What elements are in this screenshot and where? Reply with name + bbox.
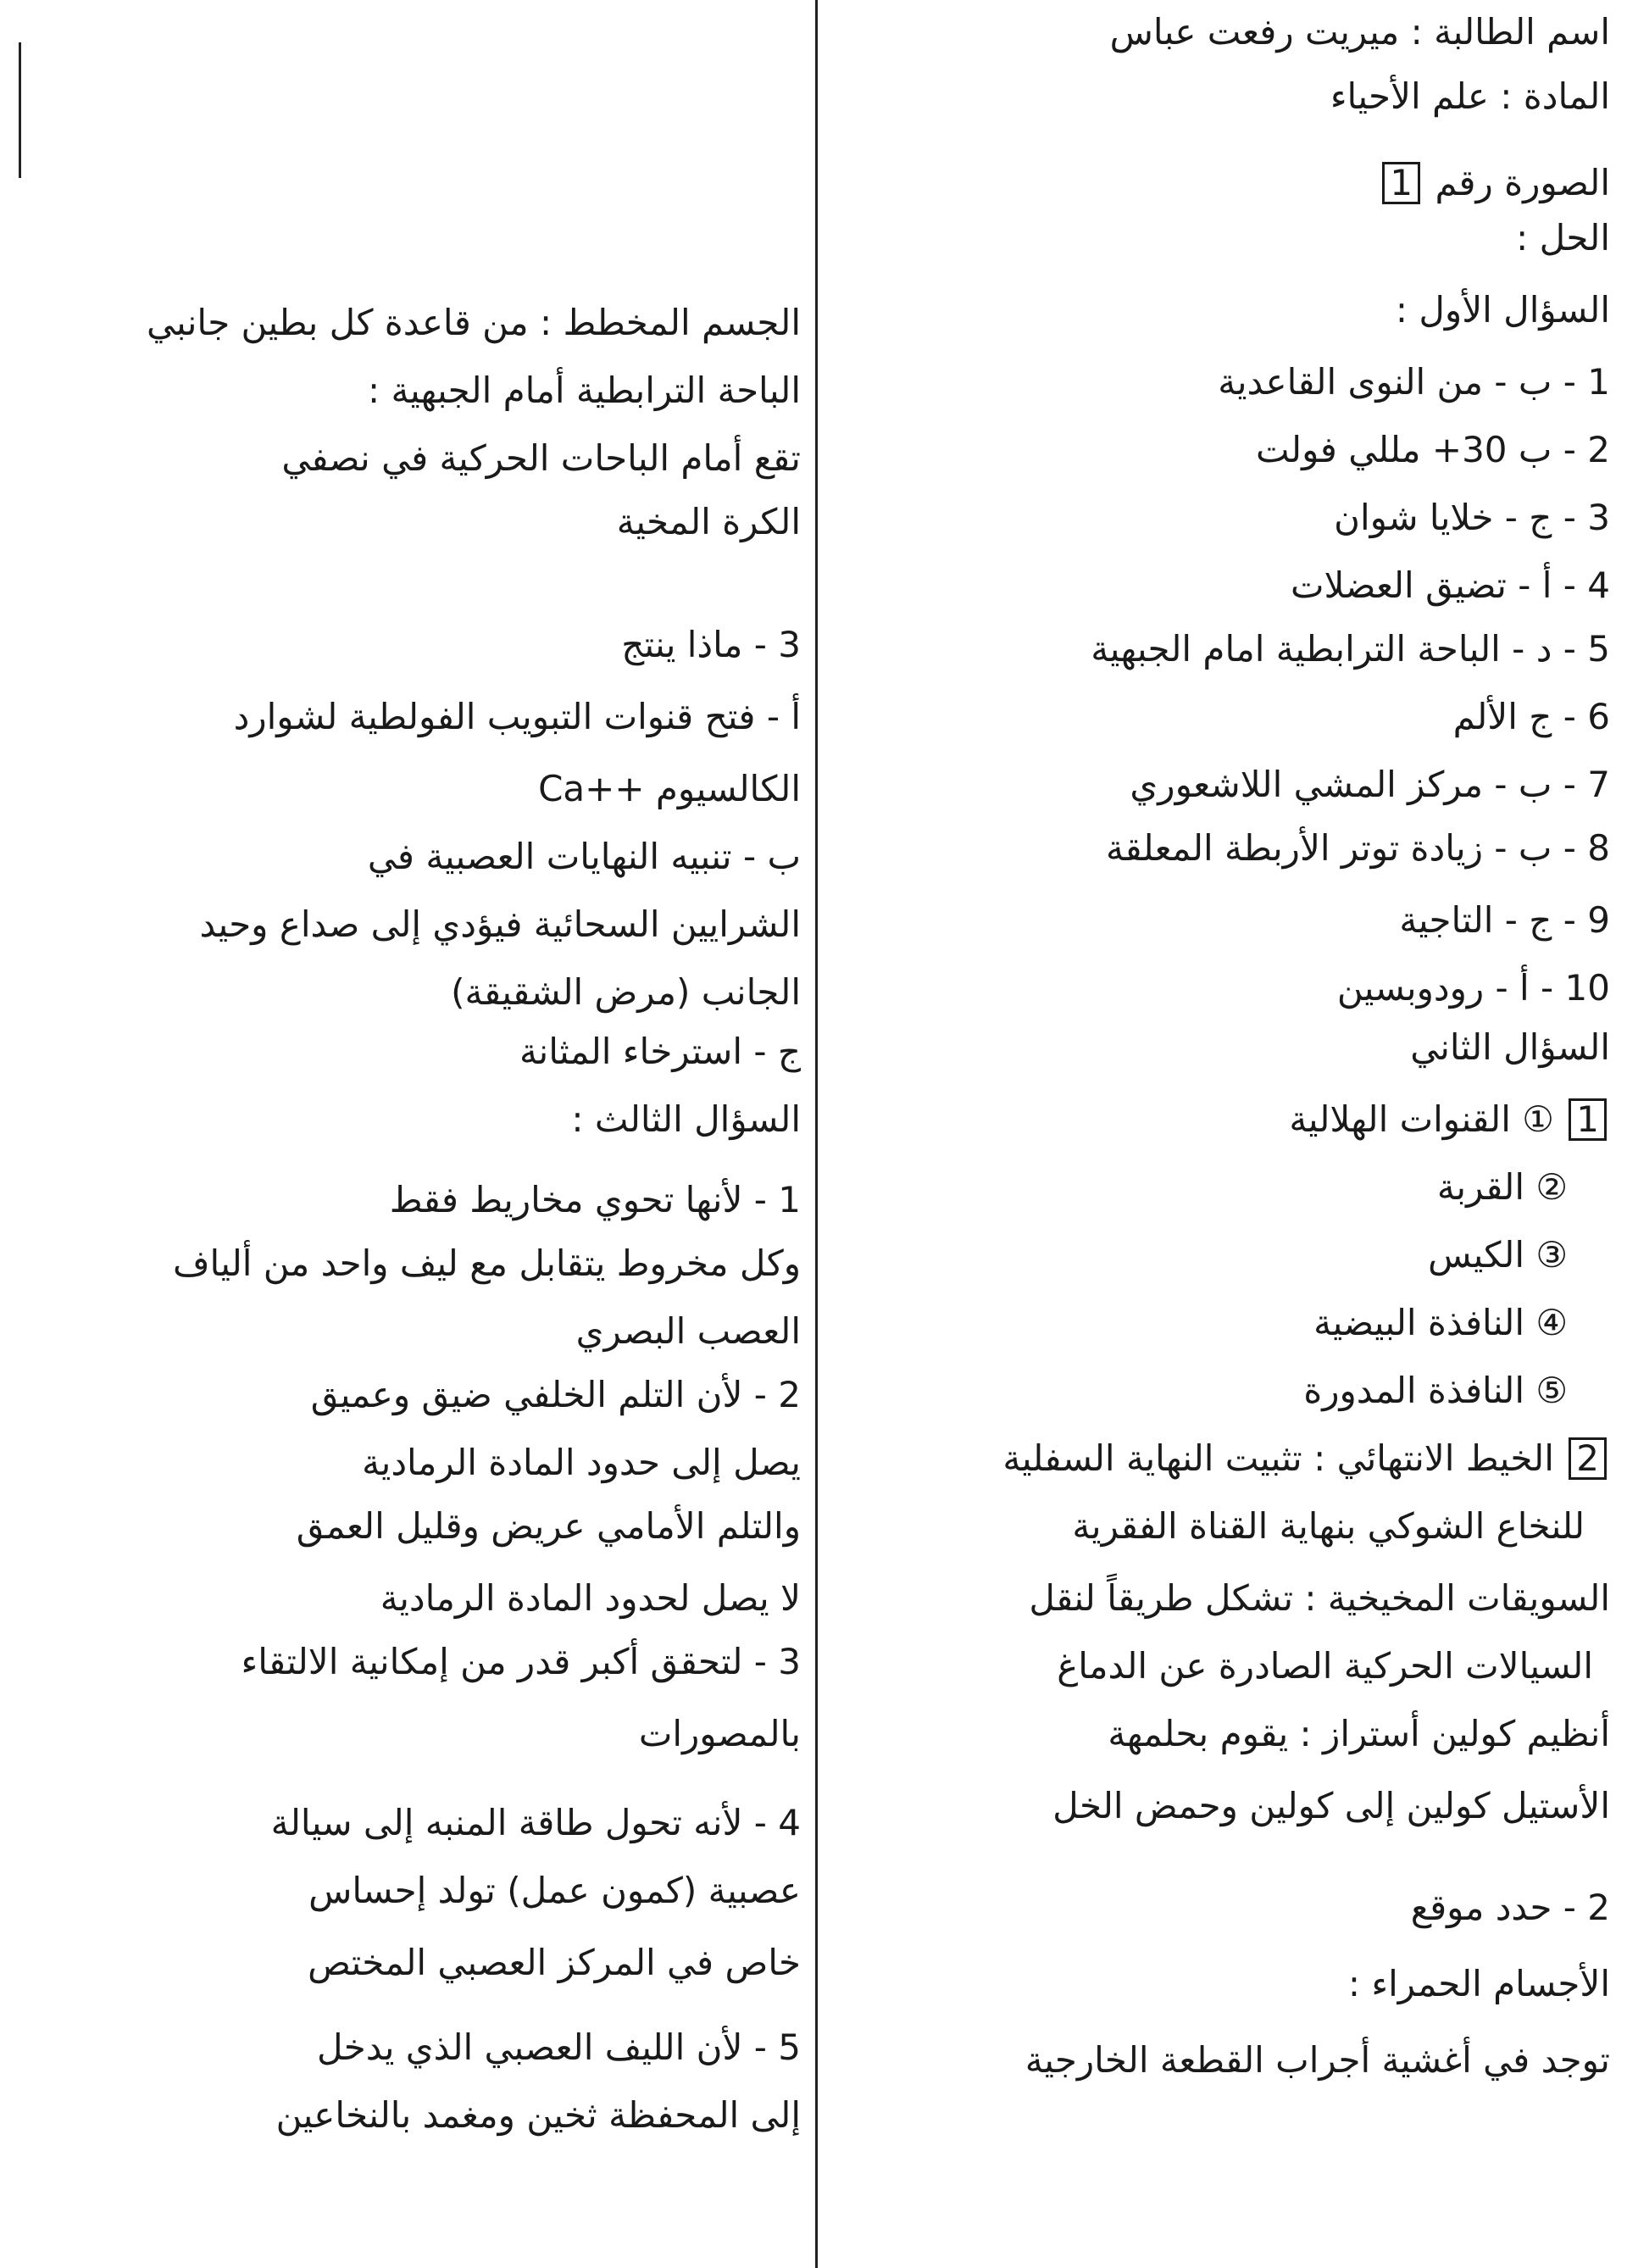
line-text: 1 - لأنها تحوي مخاريط فقط <box>389 1179 801 1220</box>
right-line <box>1396 288 1610 332</box>
left-line <box>451 970 801 1014</box>
right-line <box>1348 1962 1610 2006</box>
right-line <box>1029 1576 1610 1620</box>
line-text: الباحة الترابطية أمام الجبهية : <box>367 370 801 411</box>
line-text: 2 - حدد موقع <box>1410 1887 1610 1928</box>
left-line <box>234 695 801 739</box>
right-line <box>1108 1712 1610 1756</box>
left-line <box>617 500 801 544</box>
line-text: السويقات المخيخية : تشكل طريقاً لنقل <box>1029 1577 1610 1619</box>
line-text: 2 - لأن التلم الخلفي ضيق وعميق <box>310 1374 801 1415</box>
right-line <box>1052 1784 1610 1828</box>
line-text: 4 - لأنه تحول طاقة المنبه إلى سيالة <box>270 1802 801 1843</box>
left-line <box>362 1441 801 1485</box>
right-line <box>1106 826 1610 870</box>
line-text: الشرايين السحائية فيؤدي إلى صداع وحيد <box>199 903 801 945</box>
right-line <box>1330 75 1610 119</box>
left-line <box>317 2026 801 2070</box>
line-text: ⑤ النافذة المدورة <box>1303 1370 1568 1411</box>
line-text: الخيط الانتهائي : تثبيت النهاية السفلية <box>1002 1437 1554 1479</box>
right-line <box>1130 763 1610 807</box>
line-text: عصبية (كمون عمل) تولد إحساس <box>308 1870 801 1911</box>
line-text: للنخاع الشوكي بنهاية القناة الفقرية <box>1072 1505 1585 1547</box>
right-line <box>1437 1165 1568 1209</box>
line-text: توجد في أغشية أجراب القطعة الخارجية <box>1025 2039 1610 2081</box>
line-text: تقع أمام الباحات الحركية في نصفي <box>281 437 801 479</box>
line-text: ② القربة <box>1436 1166 1568 1208</box>
line-text: 10 - أ - رودوبسين <box>1336 967 1610 1009</box>
right-line <box>1291 564 1610 608</box>
left-line <box>271 1801 801 1845</box>
line-text: 4 - أ - تضيق العضلات <box>1290 564 1610 606</box>
line-text: 3 - ج - خلايا شوان <box>1334 497 1610 538</box>
line-text: المادة : علم الأحياء <box>1330 75 1610 117</box>
line-text: خاص في المركز العصبي المختص <box>308 1942 801 1983</box>
line-text: الحل : <box>1516 217 1610 258</box>
line-text: الجانب (مرض الشقيقة) <box>451 971 801 1013</box>
right-line <box>1091 627 1610 671</box>
line-text: بالمصورات <box>638 1713 801 1754</box>
right-line <box>1218 360 1610 404</box>
line-text: والتلم الأمامي عريض وقليل العمق <box>296 1505 801 1547</box>
line-text: يصل إلى حدود المادة الرمادية <box>362 1442 801 1483</box>
left-line <box>173 1242 801 1286</box>
left-line <box>147 301 801 345</box>
left-line <box>308 1941 801 1985</box>
right-line <box>1453 695 1610 739</box>
left-line <box>576 1309 801 1354</box>
right-line <box>1334 496 1610 540</box>
column-divider <box>815 0 818 2268</box>
line-text: أنظيم كولين أستراز : يقوم بحلمهة <box>1108 1713 1610 1754</box>
left-line <box>311 1373 801 1417</box>
line-text: اسم الطالبة : ميريت رفعت عباس <box>1109 11 1610 53</box>
right-line <box>1289 1098 1610 1142</box>
left-line <box>368 369 801 413</box>
left-line <box>368 835 801 879</box>
line-text: ① القنوات الهلالية <box>1289 1098 1554 1140</box>
line-text: 5 - د - الباحة الترابطية امام الجبهية <box>1091 628 1610 670</box>
line-text: الجسم المخطط : من قاعدة كل بطين جانبي <box>147 302 801 343</box>
right-line <box>1411 1886 1610 1930</box>
line-text: ③ الكيس <box>1428 1234 1568 1276</box>
right-line <box>1072 1504 1585 1548</box>
right-line <box>1110 10 1610 54</box>
boxed-number: 1 <box>1382 162 1420 204</box>
line-text: وكل مخروط يتقابل مع ليف واحد من ألياف <box>172 1242 801 1284</box>
left-line <box>380 1576 801 1620</box>
boxed-number: 2 <box>1569 1437 1607 1480</box>
left-line <box>297 1504 801 1548</box>
line-text: السؤال الثاني <box>1410 1026 1610 1068</box>
line-text: الصورة رقم <box>1435 162 1610 203</box>
right-line <box>1337 966 1610 1010</box>
line-text: السؤال الثالث : <box>571 1098 801 1140</box>
line-text: 6 - ج الألم <box>1452 696 1610 737</box>
line-text: 7 - ب - مركز المشي اللاشعوري <box>1130 764 1610 805</box>
line-text: 3 - ماذا ينتج <box>621 624 801 665</box>
right-line <box>1379 161 1610 205</box>
left-line <box>241 1640 801 1684</box>
line-text: السيالات الحركية الصادرة عن الدماغ <box>1057 1645 1593 1687</box>
line-text: ج - استرخاء المثانة <box>519 1031 801 1072</box>
line-text: 8 - ب - زيادة توتر الأربطة المعلقة <box>1105 827 1610 869</box>
line-text: الأستيل كولين إلى كولين وحمض الخل <box>1052 1785 1610 1826</box>
line-text: الكرة المخية <box>616 501 801 542</box>
line-text: العصب البصري <box>575 1310 801 1352</box>
left-line <box>276 2093 801 2137</box>
line-text: 9 - ج - التاجية <box>1399 899 1610 941</box>
right-line <box>1303 1369 1568 1413</box>
line-text: لا يصل لحدود المادة الرمادية <box>380 1577 801 1619</box>
line-text: الأجسام الحمراء : <box>1347 1963 1610 2004</box>
line-text: 5 - لأن الليف العصبي الذي يدخل <box>316 2026 801 2068</box>
line-text: ④ النافذة البيضية <box>1313 1302 1568 1343</box>
left-line <box>308 1869 801 1913</box>
margin-mark <box>19 42 21 178</box>
left-line <box>571 1098 801 1142</box>
left-line <box>390 1178 801 1222</box>
left-line <box>538 767 801 811</box>
right-line <box>1256 428 1610 472</box>
line-text: إلى المحفظة ثخين ومغمد بالنخاعين <box>275 2094 801 2136</box>
left-line <box>200 903 802 947</box>
right-line <box>1313 1301 1568 1345</box>
right-line <box>1025 2038 1610 2082</box>
line-text: الكالسيوم ++Ca <box>538 768 801 809</box>
right-line <box>1002 1437 1610 1481</box>
right-line <box>1057 1644 1593 1688</box>
right-line <box>1516 216 1610 260</box>
line-text: 3 - لتحقق أكبر قدر من إمكانية الالتقاء <box>241 1641 801 1682</box>
line-text: 1 - ب - من النوى القاعدية <box>1218 361 1610 403</box>
boxed-number: 1 <box>1569 1098 1607 1141</box>
right-line <box>1399 898 1610 942</box>
left-line <box>621 623 801 667</box>
right-line <box>1410 1026 1610 1070</box>
line-text: أ - فتح قنوات التبويب الفولطية لشوارد <box>233 696 801 737</box>
left-line <box>519 1030 801 1074</box>
line-text: 2 - ب 30+ مللي فولت <box>1256 429 1610 470</box>
line-text: السؤال الأول : <box>1395 289 1610 331</box>
right-line <box>1428 1233 1568 1277</box>
line-text: ب - تنبيه النهايات العصبية في <box>367 836 801 877</box>
left-line <box>281 436 801 481</box>
left-line <box>639 1712 801 1756</box>
